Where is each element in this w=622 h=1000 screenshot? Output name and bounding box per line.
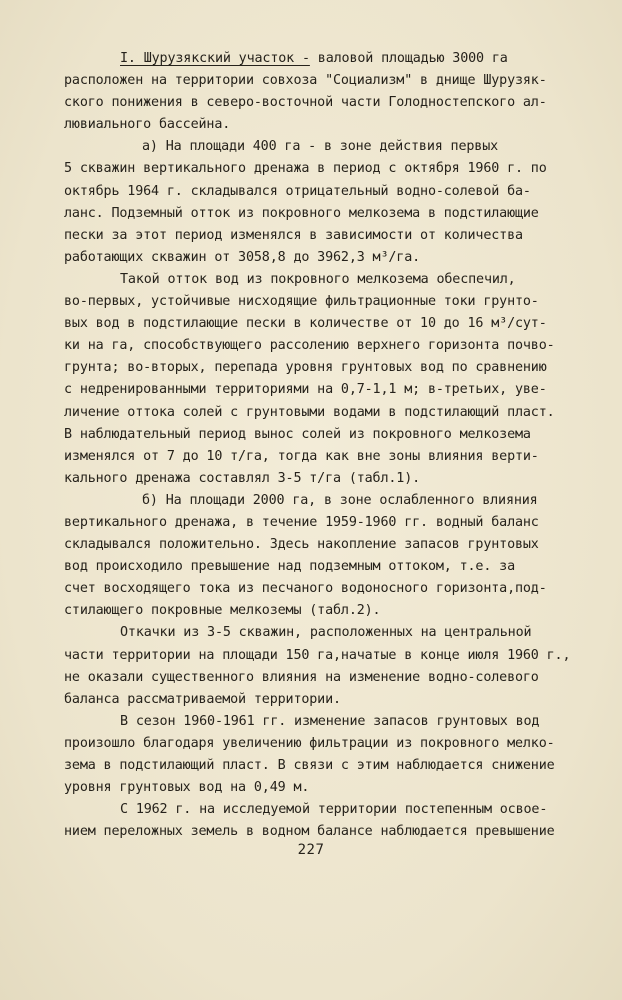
text-line: вых вод в подстилающие пески в количестве от 10 до 16 м³/сут- — [64, 316, 547, 332]
text-line: 5 скважин вертикального дренажа в период с октября 1960 г. по — [64, 161, 547, 177]
text-line: ского понижения в северо-восточной части Голодностепского ал- — [64, 95, 547, 111]
document-body — [64, 48, 600, 843]
text-line: не оказали существенного влияния на изменение водно-солевого — [64, 669, 539, 685]
text-line: личение оттока солей с грунтовыми водами в подстилающий пласт. — [64, 404, 555, 420]
text-line: вод происходило превышение над подземным оттоком, т.е. за — [64, 559, 515, 575]
text-line: лювиального бассейна. — [64, 117, 231, 133]
paragraph-a-start: а) На площади 400 га - в зоне действия первых — [142, 139, 499, 155]
text-line: зема в подстилающий пласт. В связи с этим наблюдается снижение — [64, 758, 555, 773]
heading-continuation: валовой площадью 3000 га — [309, 51, 508, 66]
paragraph-start: Такой отток вод из покровного мелкозема обеспечил, — [120, 271, 516, 287]
section-heading: I. Шурузякский участок - — [120, 51, 310, 66]
text-line: произошло благодаря увеличению фильтрации из покровного мелко- — [64, 735, 555, 751]
paragraph-start: Откачки из 3-5 скважин, расположенных на центральной — [120, 625, 532, 641]
text-line: кального дренажа составлял 3-5 т/га (табл.1). — [64, 470, 421, 486]
page-number: 227 — [297, 842, 325, 858]
heading-line — [64, 48, 600, 70]
text-line: баланса рассматриваемой территории. — [64, 691, 341, 707]
text-line: во-первых, устойчивые нисходящие фильтрационные токи грунто- — [64, 294, 539, 310]
paragraph-b-start: б) На площади 2000 га, в зоне ослабленного влияния — [142, 492, 538, 508]
text-line: грунта; во-вторых, перепада уровня грунтовых вод по сравнению — [64, 360, 547, 376]
text-line: вертикального дренажа, в течение 1959-1960 гг. водный баланс — [64, 514, 539, 530]
text-line: уровня грунтовых вод на 0,49 м. — [64, 780, 310, 796]
text-line: В наблюдательный период вынос солей из покровного мелкозема — [64, 426, 531, 442]
text-line: нием переложных земель в водном балансе наблюдается превышение — [64, 824, 555, 840]
text-line: счет восходящего тока из песчаного водоносного горизонта,под- — [64, 581, 547, 597]
paragraph-start: С 1962 г. на исследуемой территории постепенным освое- — [120, 802, 548, 818]
paragraph-start: В сезон 1960-1961 гг. изменение запасов грунтовых вод — [120, 713, 540, 729]
text-line: пески за этот период изменялся в зависимости от количества — [64, 227, 523, 243]
text-line: стилающего покровные мелкоземы (табл.2). — [64, 603, 381, 619]
text-line: части территории на площади 150 га,начатые в конце июля 1960 г., — [64, 647, 571, 663]
text-line: ки на га, способствующего рассолению верхнего горизонта почво- — [64, 338, 555, 354]
text-line: изменялся от 7 до 10 т/га, тогда как вне зоны влияния верти- — [64, 448, 539, 464]
text-line: работающих скважин от 3058,8 до 3962,3 м³/га. — [64, 249, 421, 265]
text-line: октябрь 1964 г. складывался отрицательный водно-солевой ба- — [64, 183, 531, 199]
text-line: ланс. Подземный отток из покровного мелкозема в подстилающие — [64, 205, 539, 221]
text-line: с недренированными территориями на 0,7-1,1 м; в-третьих, уве- — [64, 382, 547, 398]
text-line: складывался положительно. Здесь накопление запасов грунтовых — [64, 537, 539, 553]
text-line: расположен на территории совхоза "Социализм" в днище Шурузяк- — [64, 73, 547, 89]
